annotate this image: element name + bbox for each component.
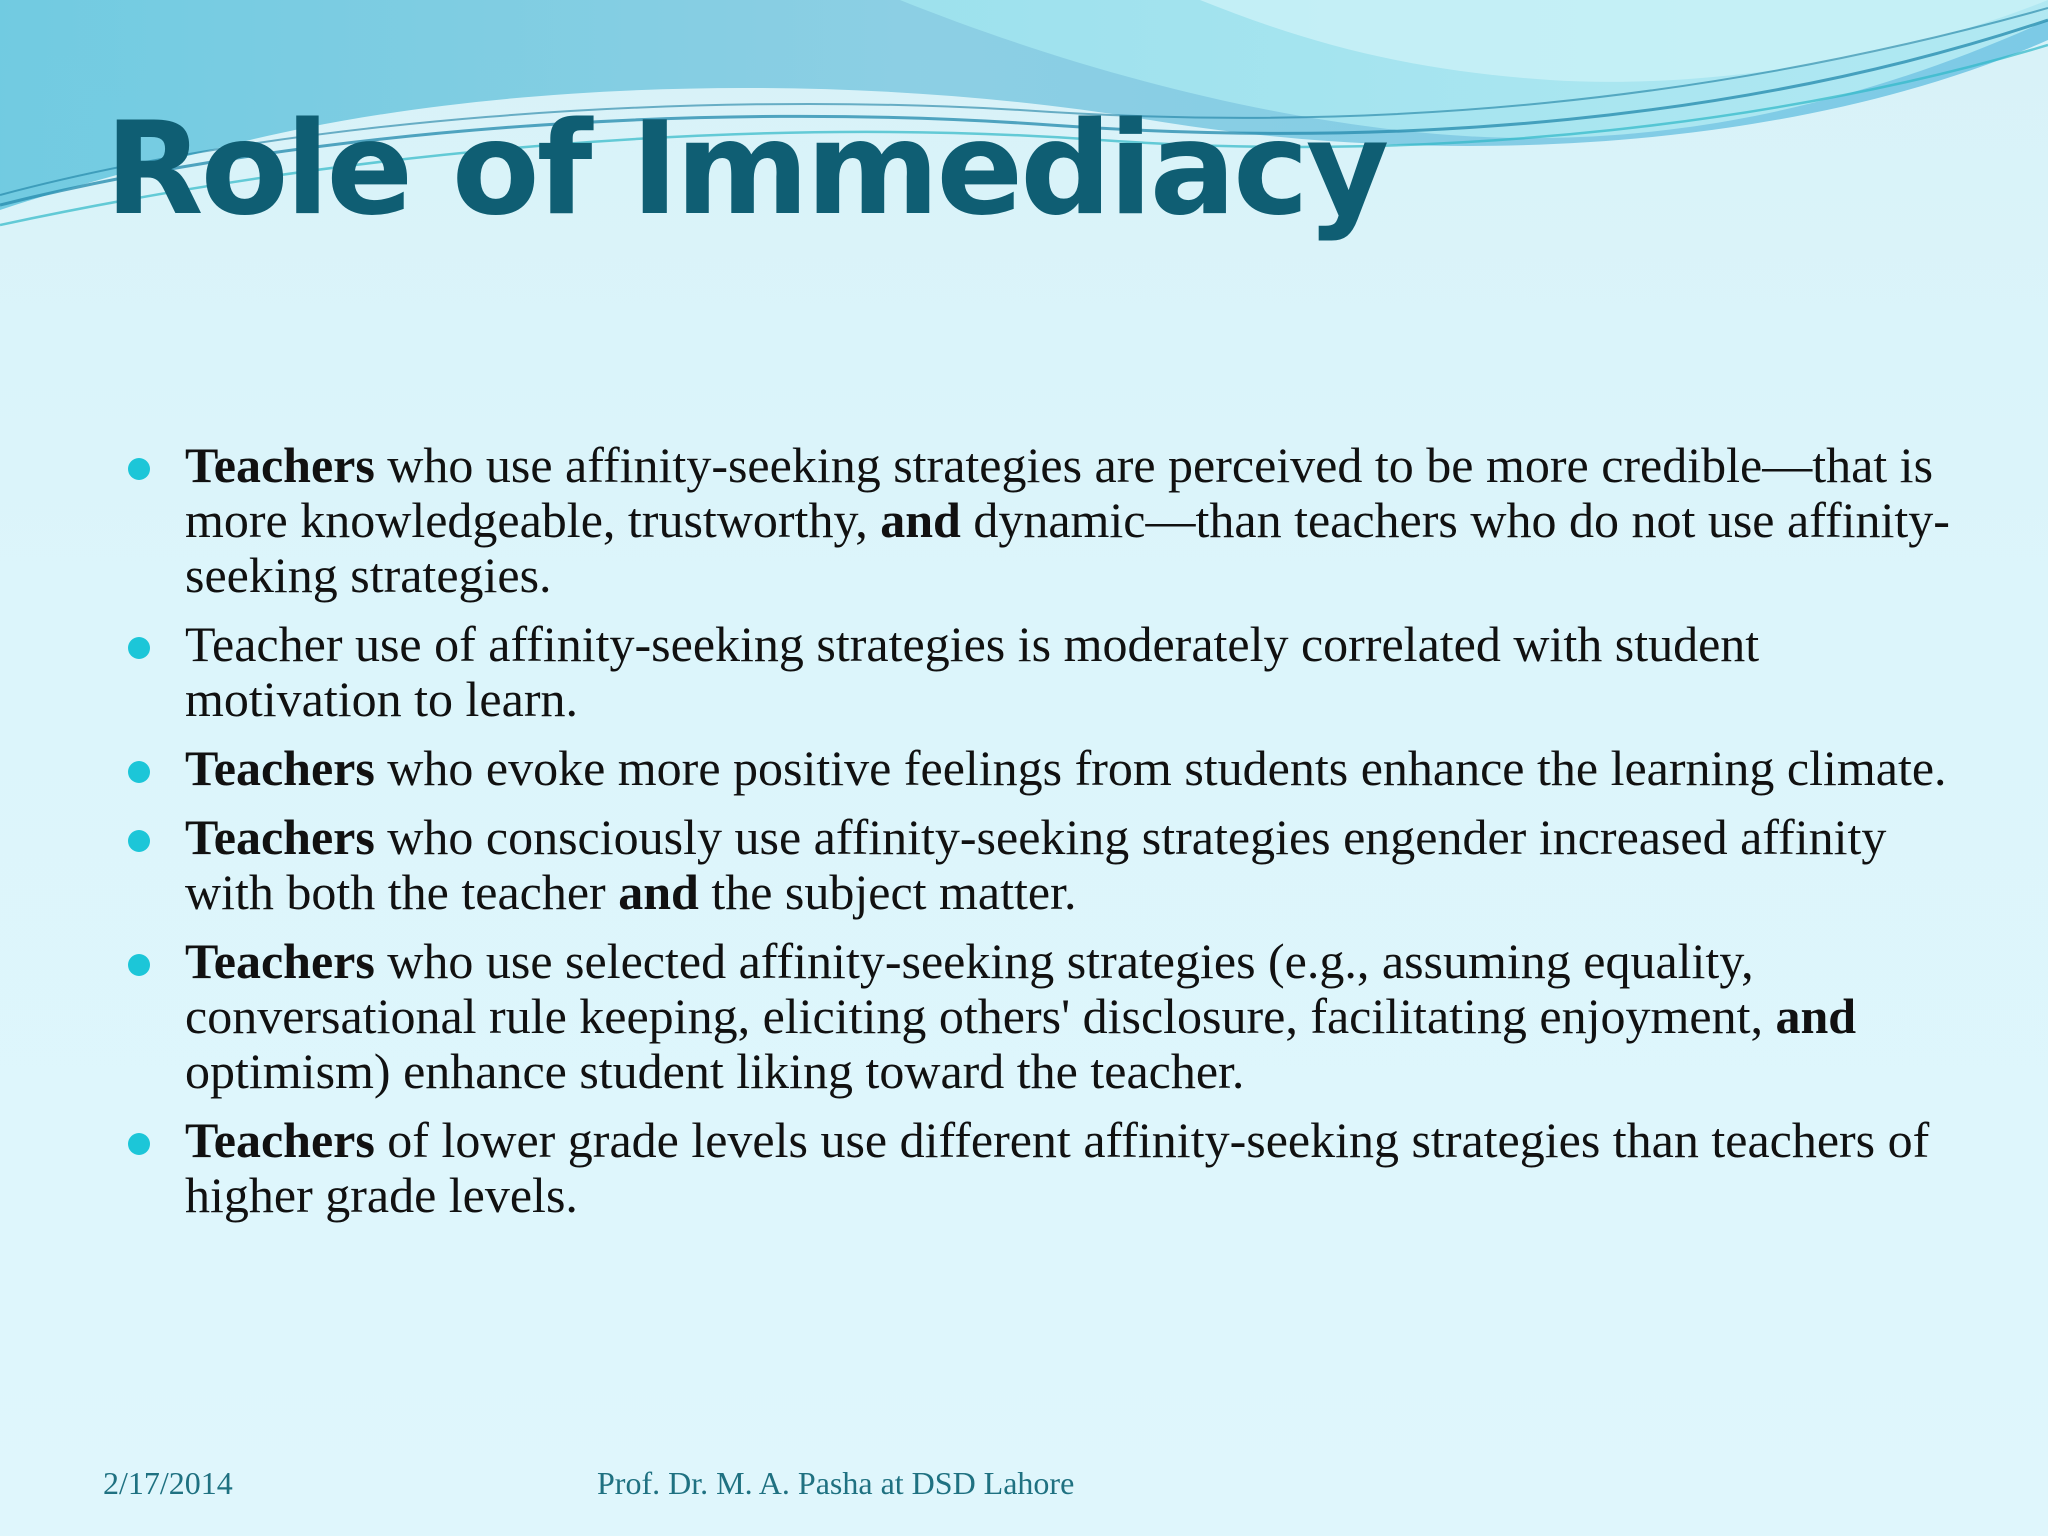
- bullet-text-segment: Teacher use of affinity-seeking strategies is moderately correlated with student motivation to learn.: [185, 616, 1760, 727]
- bullet-text-segment: who use selected affinity-seeking strategies (e.g., assuming equality, conversational rule keeping, eliciting others' disclosure, facilitating enjoyment,: [185, 933, 1776, 1044]
- bullet-marker-icon: [128, 458, 150, 480]
- bullet-marker-icon: [128, 1133, 150, 1155]
- bullet-marker-icon: [128, 761, 150, 783]
- bullet-item: [0, 934, 2048, 1099]
- bullet-text-bold: Teachers: [185, 437, 375, 493]
- footer-date: 2/17/2014: [103, 1465, 233, 1501]
- bullet-text-segment: of lower grade levels use different affinity-seeking strategies than teachers of higher grade levels.: [185, 1112, 1930, 1223]
- bullet-text-segment: the subject matter.: [698, 864, 1077, 920]
- bullet-text-bold: Teachers: [185, 933, 375, 989]
- bullet-text-segment: dynamic—than teachers who do not use affinity-seeking strategies.: [185, 492, 1950, 603]
- bullet-list: [0, 438, 2048, 1237]
- bullet-item: [0, 438, 2048, 603]
- bullet-marker-icon: [128, 637, 150, 659]
- bullet-text: [185, 616, 1759, 727]
- bullet-text-bold: Teachers: [185, 809, 375, 865]
- bullet-text-segment: who use affinity-seeking strategies are perceived to be more credible—that is more knowledgeable, trustworthy,: [185, 437, 1934, 548]
- bullet-item: [0, 1113, 2048, 1223]
- bullet-text-segment: who consciously use affinity-seeking strategies engender increased affinity with both the teacher: [185, 809, 1887, 920]
- bullet-item: [0, 741, 2048, 796]
- bullet-item: [0, 810, 2048, 920]
- bullet-text-bold: Teachers: [185, 1112, 375, 1168]
- bullet-marker-icon: [128, 830, 150, 852]
- bullet-marker-icon: [128, 954, 150, 976]
- bullet-text: [185, 437, 1950, 603]
- bullet-text-bold: and: [618, 864, 699, 920]
- slide-title: Role of Immediacy: [105, 95, 1387, 244]
- bullet-text: [185, 933, 1856, 1099]
- bullet-text: [185, 740, 1947, 796]
- bullet-text-segment: who evoke more positive feelings from students enhance the learning climate.: [374, 740, 1947, 796]
- bullet-text-bold: and: [1775, 988, 1857, 1044]
- bullet-text: [185, 1112, 1929, 1223]
- bullet-item: [0, 617, 2048, 727]
- footer-author: Prof. Dr. M. A. Pasha at DSD Lahore: [597, 1465, 1075, 1501]
- bullet-text: [185, 809, 1886, 920]
- bullet-text-bold: Teachers: [185, 740, 375, 796]
- bullet-text-bold: and: [880, 492, 961, 548]
- bullet-text-segment: optimism) enhance student liking toward the teacher.: [185, 1043, 1245, 1099]
